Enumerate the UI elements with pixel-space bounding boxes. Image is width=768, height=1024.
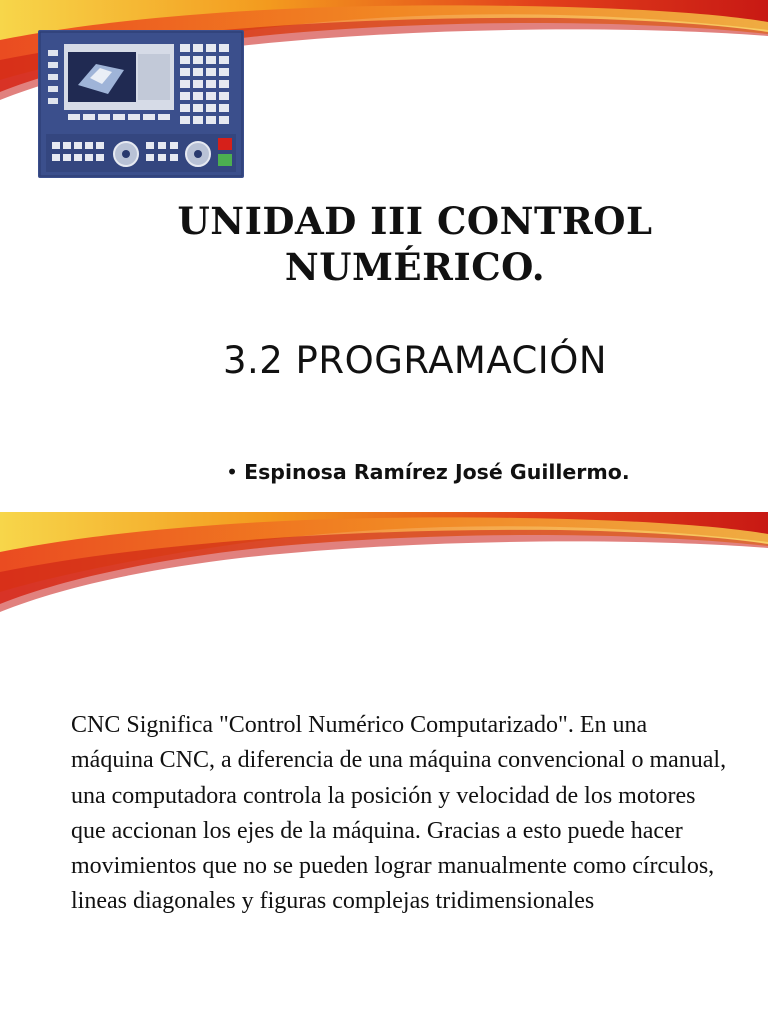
decorative-swoosh-banner xyxy=(0,512,768,622)
slide-title: UNIDAD III CONTROL NUMÉRICO. xyxy=(177,199,653,289)
content-slide xyxy=(0,512,768,1024)
bullet-marker: • xyxy=(226,460,239,484)
cnc-control-panel-image xyxy=(38,30,244,178)
body-paragraph: CNC Significa "Control Numérico Computarizado". En una máquina CNC, a diferencia de una máquina convencional o manual, una computadora controla la posición y velocidad de los motores que accionan los ejes de la máquina. Gracias a esto puede hacer movimientos que no se pueden lograr manualmente como círculos, lineas diagonales y figuras complejas tridimensionales xyxy=(71,712,727,915)
author-line xyxy=(226,460,746,484)
author-name: Espinosa Ramírez José Guillermo. xyxy=(244,460,630,484)
slide-subtitle: 3.2 PROGRAMACIÓN xyxy=(222,339,608,382)
